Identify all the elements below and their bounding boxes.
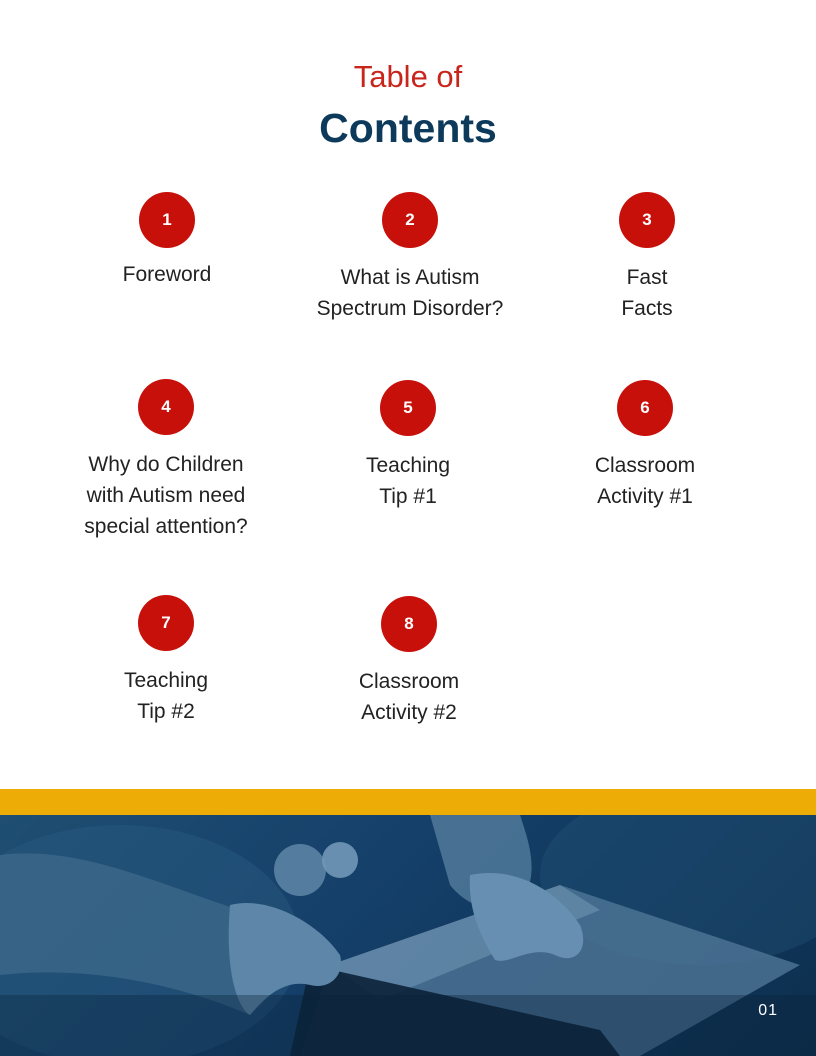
- toc-item-3[interactable]: [527, 192, 767, 324]
- toc-number-badge: 3: [619, 192, 675, 248]
- toc-title-top: Table of: [353, 59, 463, 94]
- toc-item-6[interactable]: [525, 380, 765, 512]
- toc-item-label: Why do Children with Autism need special attention?: [84, 453, 248, 538]
- toc-item-label: What is Autism Spectrum Disorder?: [316, 266, 504, 320]
- toc-number-badge: 8: [381, 596, 437, 652]
- accent-stripe: [0, 789, 816, 815]
- toc-item-7[interactable]: [46, 595, 286, 727]
- toc-item-label: Foreword: [122, 263, 212, 286]
- toc-number-badge: 4: [138, 379, 194, 435]
- toc-item-1[interactable]: [47, 192, 287, 290]
- toc-item-label: Teaching Tip #2: [123, 669, 209, 723]
- toc-title-main: Contents: [319, 105, 497, 151]
- page-number: 01: [758, 1002, 778, 1019]
- toc-item-label: Fast Facts: [621, 266, 673, 320]
- toc-item-5[interactable]: [288, 380, 528, 512]
- toc-number-badge: 2: [382, 192, 438, 248]
- toc-item-label: Classroom Activity #2: [358, 670, 460, 724]
- toc-number-badge: 6: [617, 380, 673, 436]
- toc-item-4[interactable]: [46, 379, 286, 542]
- toc-item-2[interactable]: [290, 192, 530, 324]
- toc-item-label: Teaching Tip #1: [365, 454, 451, 508]
- toc-number-badge: 7: [138, 595, 194, 651]
- toc-item-8[interactable]: [289, 596, 529, 728]
- toc-number-badge: 5: [380, 380, 436, 436]
- photo-illustration: [0, 815, 816, 1056]
- cover-photo: [0, 815, 816, 1056]
- toc-number-badge: 1: [139, 192, 195, 248]
- toc-item-label: Classroom Activity #1: [594, 454, 696, 508]
